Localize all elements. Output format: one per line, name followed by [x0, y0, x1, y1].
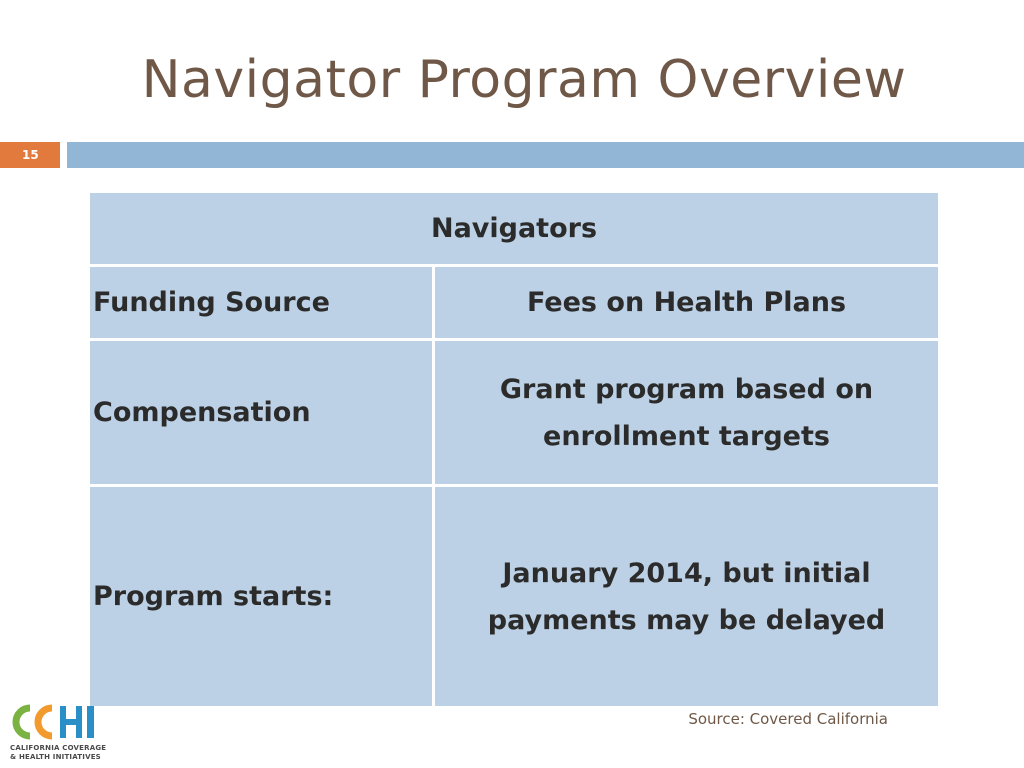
header-bar	[67, 142, 1024, 168]
compensation-value-line1: Grant program based on	[499, 373, 874, 405]
table-row-label	[90, 341, 432, 484]
overview-table	[90, 193, 938, 706]
table-row-value	[435, 267, 938, 338]
slide-title: Navigator Program Overview	[141, 50, 907, 110]
funding-source-label: Funding Source	[93, 287, 330, 318]
logo-line1: CALIFORNIA COVERAGE	[10, 744, 107, 752]
logo-line2: & HEALTH INITIATIVES	[10, 753, 101, 761]
cchi-logo-mark	[8, 702, 108, 742]
table-row-value	[435, 341, 938, 484]
cchi-logo	[8, 702, 108, 762]
table-header-cell	[90, 193, 938, 264]
compensation-value-line2: enrollment targets	[543, 420, 830, 452]
table-row-label	[90, 267, 432, 338]
compensation-label: Compensation	[93, 397, 311, 428]
program-starts-label: Program starts:	[93, 581, 334, 612]
table-row-label	[90, 487, 432, 706]
program-starts-value-line2: payments may be delayed	[487, 604, 886, 636]
table-row-value	[435, 487, 938, 706]
slide-number: 15	[0, 142, 60, 168]
program-starts-value-line1: January 2014, but initial	[502, 557, 871, 589]
source-note: Source: Covered California	[688, 710, 888, 728]
funding-source-value: Fees on Health Plans	[526, 287, 847, 318]
table-header-text: Navigators	[430, 213, 598, 244]
